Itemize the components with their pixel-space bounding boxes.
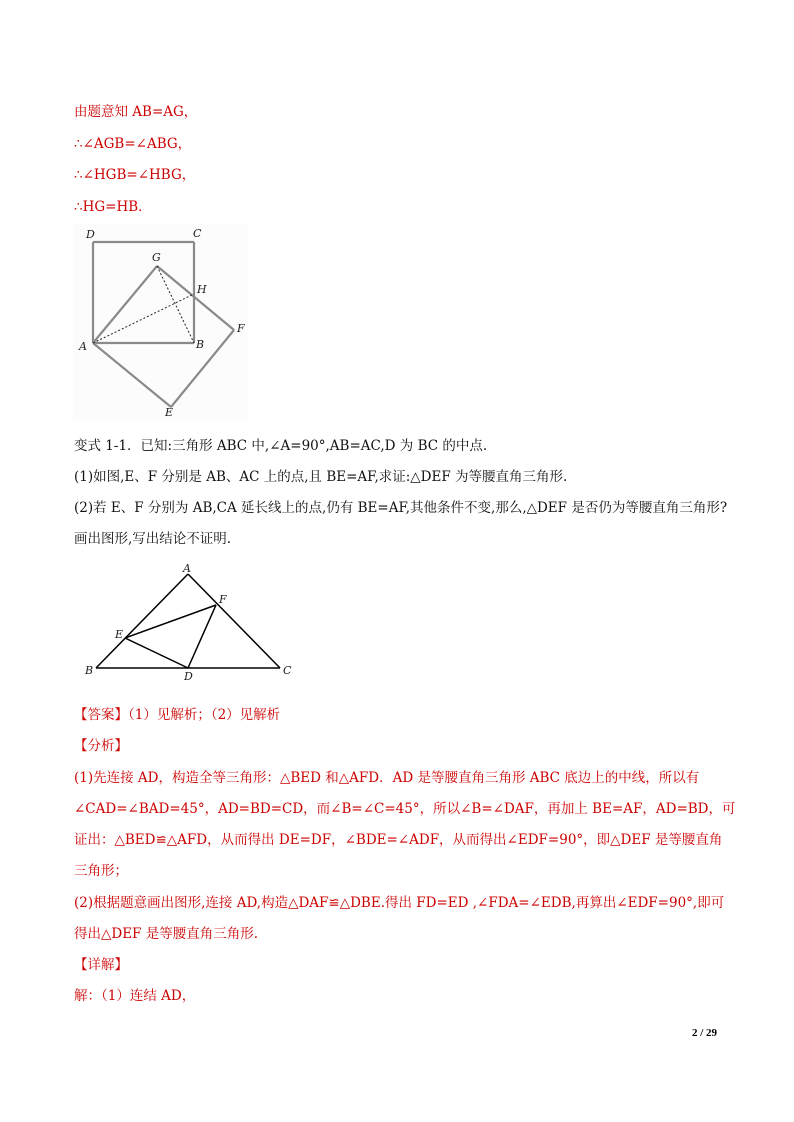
label-A: A — [183, 562, 191, 575]
label-A: A — [79, 340, 87, 353]
label-B: B — [196, 338, 205, 351]
analysis-line: (2)根据题意画出图形,连接 AD,构造△DAF≌△DBE.得出 FD=ED ,∠FDA=∠EDB,再算出∠EDF=90°,即可 — [74, 895, 725, 911]
label-C: C — [283, 664, 292, 677]
analysis-line: (1)先连接 AD，构造全等三角形：△BED 和△AFD．AD 是等腰直角三角形 ABC 底边上的中线，所以有 — [74, 770, 700, 786]
answer-line — [74, 705, 280, 725]
label-C: C — [193, 227, 202, 240]
analysis-tag: 【分析】 — [74, 738, 128, 754]
label-F: F — [219, 593, 227, 606]
label-D: D — [184, 670, 193, 682]
text-line: ∴∠HGB=∠HBG， — [74, 167, 196, 183]
problem-part2: (2)若 E、F 分别为 AB,CA 延长线上的点,仍有 BE=AF,其他条件不变,那么,△DEF 是否仍为等腰直角三角形? — [74, 500, 728, 516]
text-line: ∴∠AGB=∠ABG， — [74, 136, 192, 152]
problem-title: 变式 1-1．已知:三角形 ABC 中,∠A=90°,AB=AC,D 为 BC 的中点. — [74, 438, 488, 454]
label-E: E — [165, 406, 174, 419]
text-line: 由题意知 AB=AG， — [74, 104, 198, 120]
answer-tag: 【答案】 — [74, 707, 128, 723]
analysis-line: 三角形； — [74, 863, 128, 879]
label-B: B — [85, 664, 94, 677]
segment-FD — [188, 605, 216, 668]
segment-AC — [188, 574, 280, 668]
label-G: G — [152, 251, 161, 264]
segment-ED — [125, 638, 188, 668]
label-D: D — [86, 228, 95, 241]
page-number: 2 / 29 — [692, 1027, 718, 1039]
triangle-figure — [78, 562, 298, 682]
square-figure — [73, 224, 248, 420]
analysis-line: 证出：△BED≌△AFD，从而得出 DE=DF，∠BDE=∠ADF，从而得出∠EDF=90°，即△DEF 是等腰直角 — [74, 832, 723, 848]
label-H: H — [197, 283, 207, 296]
label-E: E — [115, 628, 124, 641]
segment-EF — [125, 605, 216, 638]
text-line: ∴HG=HB． — [74, 199, 152, 215]
answer-text: （1）见解析；（2）见解析 — [128, 707, 281, 723]
segment-BA — [96, 574, 188, 668]
analysis-line: 得出△DEF 是等腰直角三角形. — [74, 926, 259, 942]
label-F: F — [237, 322, 245, 335]
analysis-line: ∠CAD=∠BAD=45°，AD=BD=CD，而∠B=∠C=45°，所以∠B=∠DAF，再加上 BE=AF，AD=BD，可 — [74, 801, 736, 817]
problem-part1: (1)如图,E、F 分别是 AB、AC 上的点,且 BE=AF,求证:△DEF 为等腰直角三角形. — [74, 469, 568, 485]
problem-part2-cont: 画出图形,写出结论不证明. — [74, 531, 232, 547]
detail-tag: 【详解】 — [74, 957, 128, 973]
detail-line: 解：（1）连结 AD， — [74, 988, 196, 1004]
